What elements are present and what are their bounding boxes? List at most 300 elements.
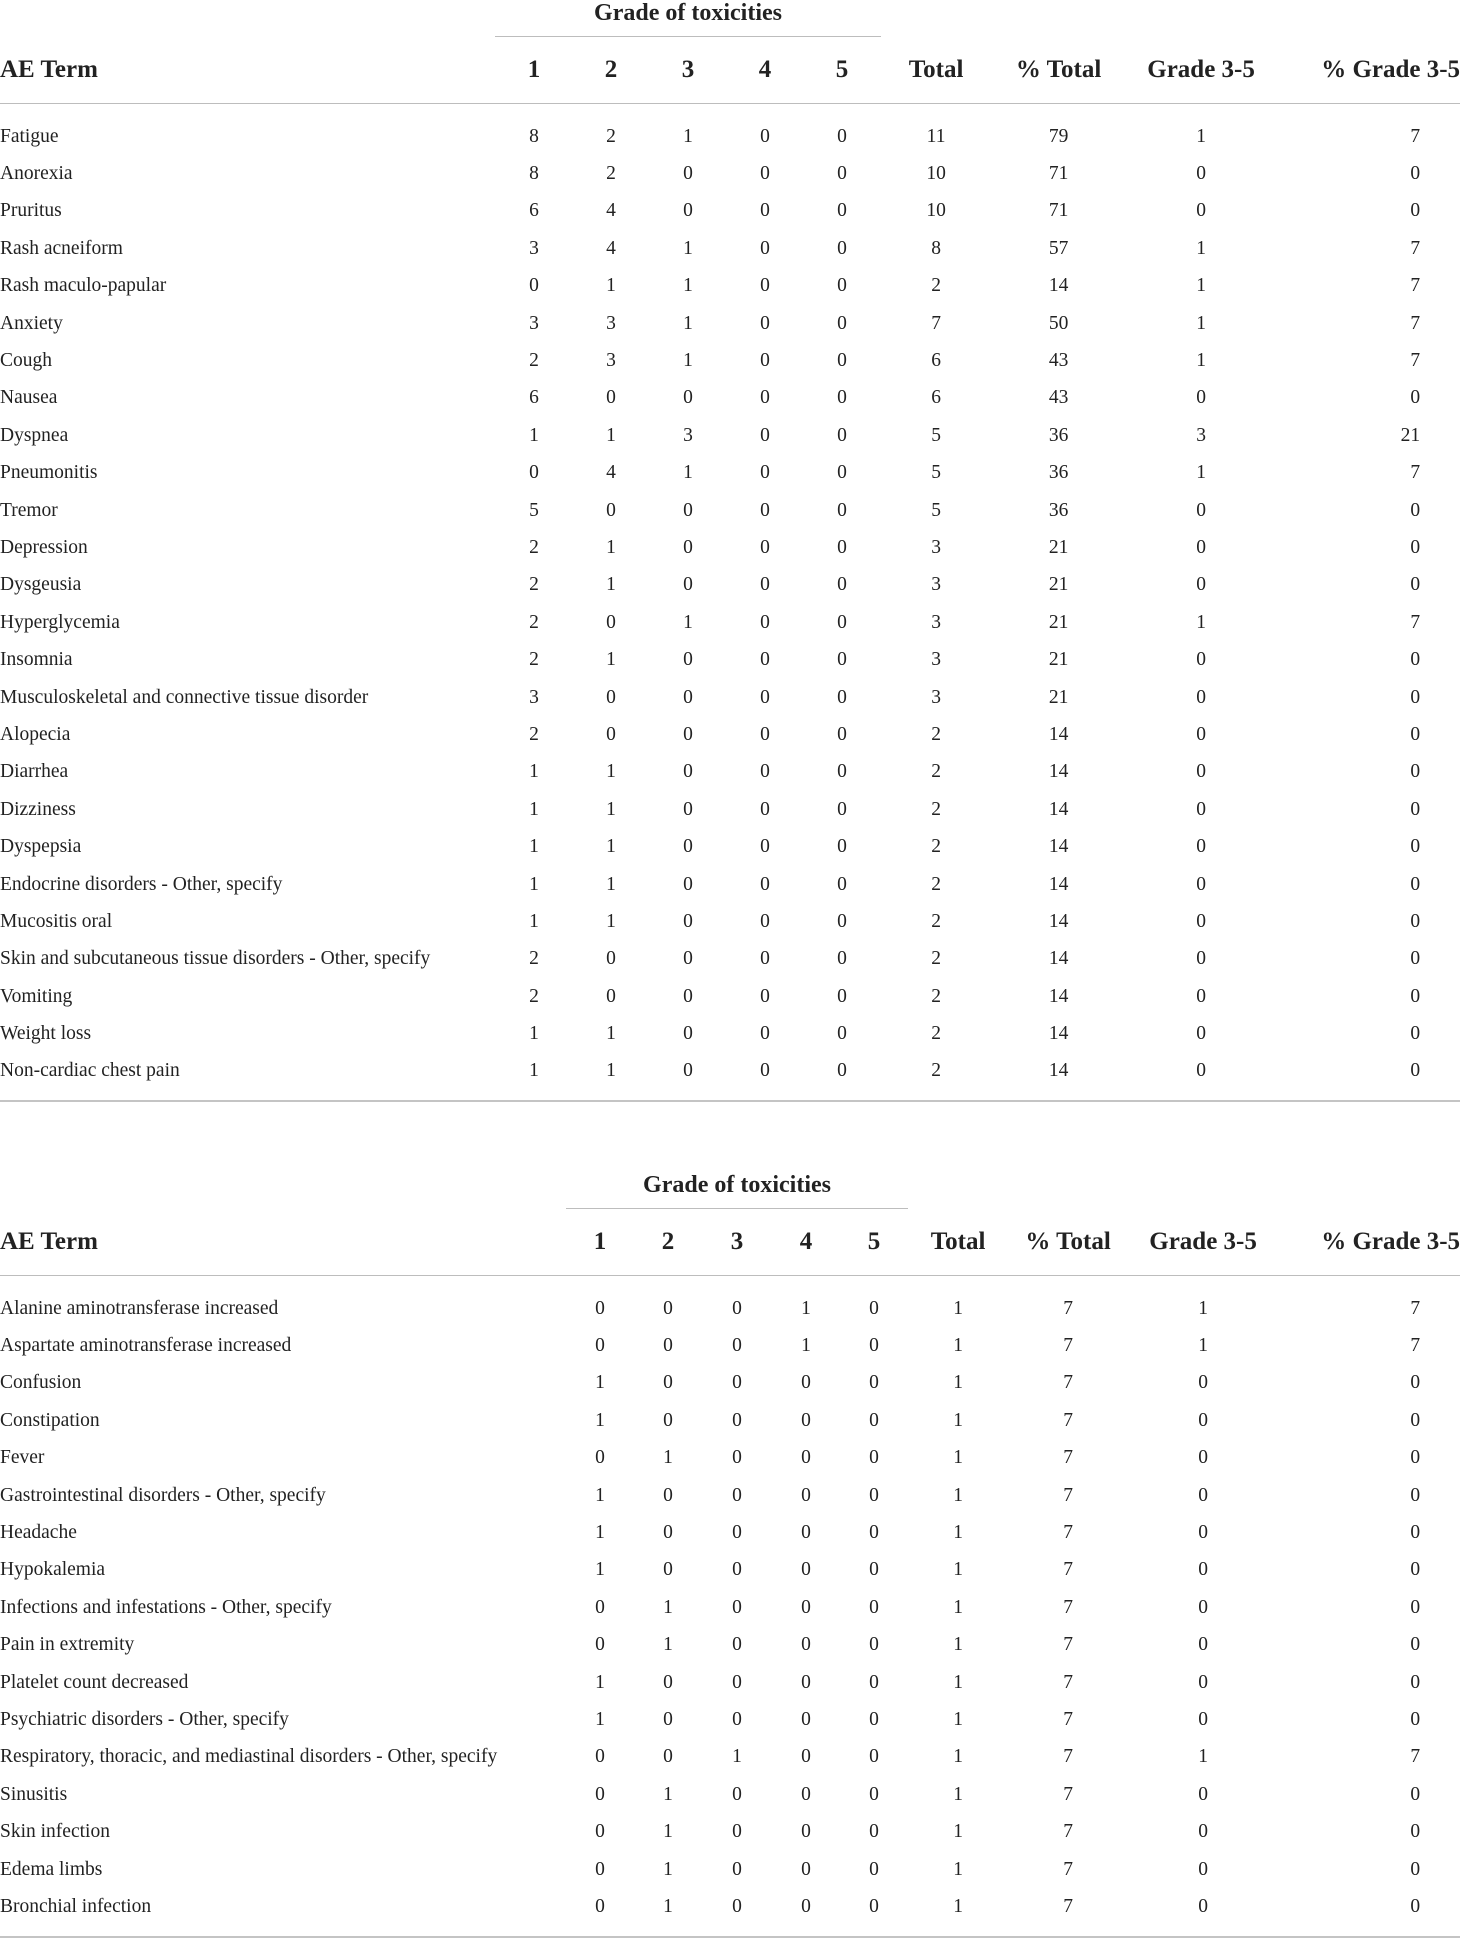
pct-total-cell: 21 (1048, 611, 1069, 633)
ae-term-cell: Depression (0, 536, 88, 558)
pct-grade-3-5-cell: 0 (1410, 1895, 1421, 1917)
grade-1-cell: 2 (529, 723, 539, 745)
grade-4-cell: 0 (801, 1484, 811, 1506)
grade-3-5-cell: 0 (1198, 1895, 1208, 1917)
table-row (0, 1053, 1460, 1101)
grade-1-cell: 0 (595, 1596, 605, 1618)
grade-1-cell: 1 (595, 1522, 605, 1544)
grade-4-cell: 0 (801, 1671, 811, 1693)
pct-grade-3-5-cell: 0 (1410, 1821, 1421, 1843)
grade-5-cell: 0 (837, 125, 847, 147)
grade-2-cell: 0 (606, 723, 616, 745)
total-cell: 3 (931, 611, 941, 633)
grade-1-cell: 1 (595, 1559, 605, 1581)
grade-1-cell: 6 (529, 387, 539, 409)
grade-4-cell: 0 (760, 350, 770, 372)
table-row (0, 193, 1460, 230)
ae-term-cell: Dizziness (0, 798, 76, 820)
grade-3-cell: 0 (732, 1858, 742, 1880)
pct-total-cell: 7 (1063, 1447, 1073, 1469)
grade-2-cell: 1 (606, 649, 616, 671)
grade-2-cell: 0 (663, 1671, 673, 1693)
grade-3-cell: 0 (683, 761, 693, 783)
total-cell: 10 (926, 163, 946, 185)
grade-3-cell: 0 (683, 200, 693, 222)
pct-grade-3-5-cell: 7 (1410, 1746, 1421, 1768)
table-row (0, 342, 1460, 379)
grade-4-cell: 0 (801, 1783, 811, 1805)
ae-term-cell: Platelet count decreased (0, 1671, 189, 1693)
ae-term-cell: Aspartate aminotransferase increased (0, 1335, 292, 1357)
table-row (0, 903, 1460, 940)
pct-total-cell: 36 (1048, 462, 1069, 484)
grade-3-cell: 0 (732, 1522, 742, 1544)
grade-3-cell: 0 (732, 1297, 742, 1319)
grade-4-cell: 0 (760, 237, 770, 259)
grade-3-cell: 0 (683, 910, 693, 932)
pct-total-cell: 14 (1048, 761, 1069, 783)
pct-grade-3-5-cell: 0 (1410, 686, 1421, 708)
pct-grade-3-5-cell: 0 (1410, 1023, 1421, 1045)
total-cell: 1 (953, 1858, 963, 1880)
grade-3-5-cell: 1 (1196, 350, 1206, 372)
pct-total-cell: 21 (1048, 574, 1069, 596)
grade-3-cell: 0 (732, 1708, 742, 1730)
total-cell: 1 (953, 1596, 963, 1618)
pct-grade-3-5-cell: 0 (1410, 723, 1421, 745)
col-header-pct-grade-3-5: % Grade 3-5 (1276, 37, 1460, 104)
pct-grade-3-5-cell: 0 (1410, 200, 1421, 222)
ae-term-cell: Non-cardiac chest pain (0, 1060, 180, 1082)
grade-3-5-cell: 1 (1198, 1746, 1208, 1768)
pct-grade-3-5-cell: 0 (1410, 948, 1421, 970)
col-header-total: Total (881, 37, 991, 104)
grade-4-cell: 0 (760, 200, 770, 222)
total-cell: 2 (931, 836, 941, 858)
table-row (0, 791, 1460, 828)
grade-3-cell: 0 (683, 536, 693, 558)
pct-total-cell: 71 (1048, 163, 1069, 185)
table-row (0, 828, 1460, 865)
table-bottom-rule (0, 1101, 1460, 1102)
grade-4-cell: 0 (760, 574, 770, 596)
grade-2-cell: 3 (606, 350, 616, 372)
grade-3-cell: 0 (732, 1783, 742, 1805)
pct-grade-3-5-cell: 7 (1410, 125, 1421, 147)
grade-2-cell: 1 (606, 761, 616, 783)
grade-1-cell: 1 (529, 424, 539, 446)
grade-4-cell: 0 (760, 723, 770, 745)
ae-term-cell: Anorexia (0, 163, 73, 185)
total-cell: 2 (931, 873, 941, 895)
total-cell: 3 (931, 536, 941, 558)
total-cell: 1 (953, 1746, 963, 1768)
grade-2-cell: 0 (663, 1409, 673, 1431)
table-row (0, 1813, 1460, 1850)
table-row (0, 529, 1460, 566)
grade-2-cell: 0 (663, 1297, 673, 1319)
pct-total-cell: 14 (1048, 1023, 1069, 1045)
ae-term-cell: Vomiting (0, 985, 73, 1007)
total-cell: 5 (931, 499, 941, 521)
grade-3-5-cell: 0 (1196, 948, 1206, 970)
grade-4-cell: 0 (760, 1060, 770, 1082)
total-cell: 1 (953, 1708, 963, 1730)
grade-1-cell: 8 (529, 125, 539, 147)
grade-3-5-cell: 0 (1198, 1559, 1208, 1581)
pct-total-cell: 21 (1048, 686, 1069, 708)
total-cell: 3 (931, 574, 941, 596)
pct-grade-3-5-cell: 0 (1410, 1858, 1421, 1880)
grade-1-cell: 2 (529, 611, 539, 633)
grade-4-cell: 0 (760, 798, 770, 820)
grade-5-cell: 0 (869, 1409, 879, 1431)
ae-term-cell: Tremor (0, 499, 58, 521)
ae-term-cell: Hyperglycemia (0, 611, 120, 633)
grade-1-cell: 2 (529, 649, 539, 671)
ae-term-cell: Alopecia (0, 723, 71, 745)
total-cell: 1 (953, 1895, 963, 1917)
grade-3-5-cell: 0 (1198, 1484, 1208, 1506)
grade-3-5-cell: 0 (1196, 574, 1206, 596)
grade-group-header: Grade of toxicities (495, 0, 881, 37)
pct-grade-3-5-cell: 0 (1410, 1060, 1421, 1082)
grade-2-cell: 0 (663, 1484, 673, 1506)
grade-4-cell: 0 (801, 1372, 811, 1394)
ae-term-cell: Gastrointestinal disorders - Other, specify (0, 1484, 326, 1506)
grade-5-cell: 0 (869, 1858, 879, 1880)
grade-5-cell: 0 (837, 536, 847, 558)
total-cell: 2 (931, 1023, 941, 1045)
grade-5-cell: 0 (869, 1559, 879, 1581)
total-cell: 2 (931, 985, 941, 1007)
grade-2-cell: 1 (663, 1596, 673, 1618)
grade-3-5-cell: 0 (1196, 836, 1206, 858)
table-row (0, 104, 1460, 156)
grade-4-cell: 0 (760, 910, 770, 932)
grade-5-cell: 0 (869, 1783, 879, 1805)
pct-total-cell: 36 (1048, 424, 1069, 446)
grade-4-cell: 0 (760, 985, 770, 1007)
total-cell: 1 (953, 1783, 963, 1805)
total-cell: 2 (931, 948, 941, 970)
grade-2-cell: 4 (606, 200, 616, 222)
grade-1-cell: 1 (595, 1409, 605, 1431)
grade-3-5-cell: 0 (1196, 499, 1206, 521)
col-header-grade-3: 3 (702, 1209, 772, 1276)
table-row (0, 1701, 1460, 1738)
total-cell: 5 (931, 462, 941, 484)
grade-3-5-cell: 0 (1198, 1522, 1208, 1544)
grade-5-cell: 0 (837, 424, 847, 446)
col-header-grade-4: 4 (727, 37, 803, 104)
grade-2-cell: 4 (606, 237, 616, 259)
grade-2-cell: 4 (606, 462, 616, 484)
grade-3-cell: 1 (683, 611, 693, 633)
grade-3-cell: 0 (732, 1634, 742, 1656)
grade-4-cell: 0 (801, 1559, 811, 1581)
grade-3-cell: 0 (683, 836, 693, 858)
grade-3-cell: 0 (683, 686, 693, 708)
grade-5-cell: 0 (837, 312, 847, 334)
total-cell: 2 (931, 1060, 941, 1082)
grade-1-cell: 0 (529, 462, 539, 484)
table-row (0, 492, 1460, 529)
table-row (0, 1627, 1460, 1664)
pct-total-cell: 7 (1063, 1409, 1073, 1431)
grade-2-cell: 2 (606, 125, 616, 147)
grade-1-cell: 1 (529, 873, 539, 895)
grade-3-cell: 0 (683, 387, 693, 409)
grade-1-cell: 0 (595, 1447, 605, 1469)
ae-term-cell: Dyspepsia (0, 836, 82, 858)
grade-1-cell: 2 (529, 350, 539, 372)
pct-grade-3-5-cell: 21 (1400, 424, 1421, 446)
grade-3-cell: 1 (732, 1746, 742, 1768)
table-row (0, 716, 1460, 753)
table-row (0, 1514, 1460, 1551)
grade-3-cell: 0 (732, 1671, 742, 1693)
table-row (0, 1276, 1460, 1328)
grade-3-cell: 0 (683, 798, 693, 820)
pct-total-cell: 7 (1063, 1372, 1073, 1394)
pct-grade-3-5-cell: 0 (1410, 1447, 1421, 1469)
pct-grade-3-5-cell: 7 (1410, 312, 1421, 334)
grade-4-cell: 0 (801, 1746, 811, 1768)
grade-3-5-cell: 0 (1196, 649, 1206, 671)
pct-total-cell: 7 (1063, 1821, 1073, 1843)
table-row (0, 1015, 1460, 1052)
table-row (0, 230, 1460, 267)
table-row (0, 604, 1460, 641)
grade-1-cell: 0 (595, 1634, 605, 1656)
grade-3-cell: 0 (732, 1409, 742, 1431)
pct-grade-3-5-cell: 0 (1410, 1522, 1421, 1544)
pct-grade-3-5-cell: 0 (1410, 1634, 1421, 1656)
grade-3-cell: 1 (683, 275, 693, 297)
grade-4-cell: 0 (760, 873, 770, 895)
grade-2-cell: 1 (663, 1895, 673, 1917)
grade-5-cell: 0 (837, 873, 847, 895)
pct-total-cell: 14 (1048, 798, 1069, 820)
grade-5-cell: 0 (837, 798, 847, 820)
pct-total-cell: 7 (1063, 1671, 1073, 1693)
grade-3-cell: 0 (683, 163, 693, 185)
grade-1-cell: 1 (529, 761, 539, 783)
pct-grade-3-5-cell: 0 (1410, 499, 1421, 521)
pct-total-cell: 57 (1048, 237, 1069, 259)
grade-1-cell: 0 (595, 1858, 605, 1880)
pct-grade-3-5-cell: 0 (1410, 1372, 1421, 1394)
grade-5-cell: 0 (837, 237, 847, 259)
ae-term-cell: Bronchial infection (0, 1895, 152, 1917)
pct-total-cell: 21 (1048, 649, 1069, 671)
pct-total-cell: 7 (1063, 1783, 1073, 1805)
pct-grade-3-5-cell: 7 (1410, 275, 1421, 297)
pct-total-cell: 14 (1048, 910, 1069, 932)
grade-1-cell: 3 (529, 312, 539, 334)
grade-5-cell: 0 (837, 163, 847, 185)
ae-term-cell: Skin and subcutaneous tissue disorders - Other, specify (0, 948, 431, 970)
grade-2-cell: 1 (663, 1783, 673, 1805)
pct-grade-3-5-cell: 0 (1410, 1484, 1421, 1506)
table-row (0, 455, 1460, 492)
grade-4-cell: 1 (801, 1297, 811, 1319)
grade-1-cell: 0 (595, 1746, 605, 1768)
total-cell: 5 (931, 424, 941, 446)
col-header-grade-4: 4 (772, 1209, 840, 1276)
grade-3-cell: 0 (732, 1484, 742, 1506)
grade-1-cell: 0 (529, 275, 539, 297)
grade-3-5-cell: 0 (1198, 1447, 1208, 1469)
pct-grade-3-5-cell: 0 (1410, 574, 1421, 596)
total-cell: 2 (931, 798, 941, 820)
col-header-grade-2: 2 (634, 1209, 702, 1276)
grade-3-cell: 1 (683, 350, 693, 372)
ae-term-cell: Dyspnea (0, 424, 69, 446)
grade-2-cell: 0 (606, 948, 616, 970)
grade-3-5-cell: 0 (1196, 723, 1206, 745)
grade-5-cell: 0 (869, 1671, 879, 1693)
grade-2-cell: 0 (663, 1559, 673, 1581)
grade-5-cell: 0 (869, 1634, 879, 1656)
grade-4-cell: 0 (760, 611, 770, 633)
grade-2-cell: 1 (663, 1821, 673, 1843)
grade-2-cell: 1 (606, 536, 616, 558)
grade-1-cell: 0 (595, 1895, 605, 1917)
grade-3-5-cell: 0 (1196, 536, 1206, 558)
ae-term-cell: Cough (0, 350, 53, 372)
grade-2-cell: 2 (606, 163, 616, 185)
pct-grade-3-5-cell: 0 (1410, 985, 1421, 1007)
grade-1-cell: 1 (529, 910, 539, 932)
ae-term-cell: Pruritus (0, 200, 62, 222)
grade-1-cell: 0 (595, 1821, 605, 1843)
grade-2-cell: 0 (606, 611, 616, 633)
grade-1-cell: 3 (529, 686, 539, 708)
table-row (0, 1664, 1460, 1701)
ae-term-cell: Mucositis oral (0, 910, 113, 932)
pct-grade-3-5-cell: 0 (1410, 1596, 1421, 1618)
pct-grade-3-5-cell: 0 (1410, 649, 1421, 671)
grade-5-cell: 0 (837, 985, 847, 1007)
grade-2-cell: 0 (606, 686, 616, 708)
grade-2-cell: 1 (606, 1060, 616, 1082)
ae-term-cell: Headache (0, 1522, 77, 1544)
ae-term-cell: Rash maculo-papular (0, 275, 167, 297)
table-bottom-rule (0, 1937, 1460, 1938)
grade-5-cell: 0 (837, 200, 847, 222)
grade-5-cell: 0 (869, 1895, 879, 1917)
grade-3-5-cell: 0 (1198, 1372, 1208, 1394)
pct-grade-3-5-cell: 0 (1410, 1708, 1421, 1730)
grade-4-cell: 0 (760, 536, 770, 558)
grade-2-cell: 1 (606, 798, 616, 820)
ae-term-cell: Edema limbs (0, 1858, 103, 1880)
pct-grade-3-5-cell: 0 (1410, 536, 1421, 558)
pct-total-cell: 14 (1048, 275, 1069, 297)
grade-4-cell: 0 (801, 1858, 811, 1880)
grade-3-cell: 0 (732, 1447, 742, 1469)
pct-total-cell: 21 (1048, 536, 1069, 558)
grade-3-cell: 1 (683, 237, 693, 259)
col-header-grade-5: 5 (840, 1209, 908, 1276)
pct-grade-3-5-cell: 0 (1410, 836, 1421, 858)
grade-4-cell: 0 (760, 275, 770, 297)
grade-3-cell: 0 (683, 873, 693, 895)
grade-5-cell: 0 (837, 761, 847, 783)
grade-2-cell: 0 (606, 387, 616, 409)
pct-total-cell: 14 (1048, 873, 1069, 895)
grade-3-5-cell: 0 (1196, 873, 1206, 895)
pct-grade-3-5-cell: 0 (1410, 910, 1421, 932)
grade-3-5-cell: 0 (1196, 200, 1206, 222)
grade-3-5-cell: 0 (1198, 1671, 1208, 1693)
total-cell: 1 (953, 1634, 963, 1656)
grade-3-5-cell: 1 (1196, 275, 1206, 297)
ae-term-cell: Fatigue (0, 125, 59, 147)
pct-grade-3-5-cell: 0 (1410, 163, 1421, 185)
grade-1-cell: 1 (529, 798, 539, 820)
grade-3-cell: 0 (683, 1023, 693, 1045)
pct-grade-3-5-cell: 7 (1410, 611, 1421, 633)
grade-3-cell: 0 (732, 1596, 742, 1618)
grade-3-cell: 0 (683, 499, 693, 521)
grade-4-cell: 0 (801, 1634, 811, 1656)
grade-4-cell: 1 (801, 1335, 811, 1357)
ae-term-cell: Fever (0, 1447, 45, 1469)
ae-term-cell: Anxiety (0, 312, 63, 334)
pct-total-cell: 7 (1063, 1596, 1073, 1618)
table-row (0, 567, 1460, 604)
total-cell: 1 (953, 1671, 963, 1693)
table-row (0, 866, 1460, 903)
grade-3-cell: 1 (683, 312, 693, 334)
grade-4-cell: 0 (760, 163, 770, 185)
grade-2-cell: 0 (663, 1372, 673, 1394)
grade-3-5-cell: 0 (1198, 1596, 1208, 1618)
pct-total-cell: 14 (1048, 985, 1069, 1007)
table-row (0, 1477, 1460, 1514)
grade-3-5-cell: 0 (1198, 1858, 1208, 1880)
table-row (0, 1552, 1460, 1589)
grade-4-cell: 0 (760, 1023, 770, 1045)
ae-term-cell: Skin infection (0, 1821, 110, 1843)
grade-5-cell: 0 (837, 1060, 847, 1082)
grade-3-5-cell: 0 (1196, 798, 1206, 820)
grade-2-cell: 1 (606, 873, 616, 895)
grade-4-cell: 0 (760, 125, 770, 147)
pct-grade-3-5-cell: 0 (1410, 873, 1421, 895)
col-header-grade-3: 3 (649, 37, 727, 104)
grade-4-cell: 0 (760, 948, 770, 970)
pct-grade-3-5-cell: 0 (1410, 387, 1421, 409)
pct-total-cell: 43 (1048, 350, 1069, 372)
table-row (0, 1327, 1460, 1364)
grade-3-5-cell: 0 (1196, 985, 1206, 1007)
table-row (0, 155, 1460, 192)
pct-total-cell: 7 (1063, 1634, 1073, 1656)
pct-grade-3-5-cell: 0 (1410, 1783, 1421, 1805)
total-cell: 3 (931, 649, 941, 671)
grade-2-cell: 1 (606, 836, 616, 858)
total-cell: 3 (931, 686, 941, 708)
grade-5-cell: 0 (869, 1447, 879, 1469)
grade-5-cell: 0 (837, 611, 847, 633)
ae-term-cell: Sinusitis (0, 1783, 68, 1805)
grade-5-cell: 0 (869, 1821, 879, 1843)
grade-3-cell: 0 (683, 985, 693, 1007)
